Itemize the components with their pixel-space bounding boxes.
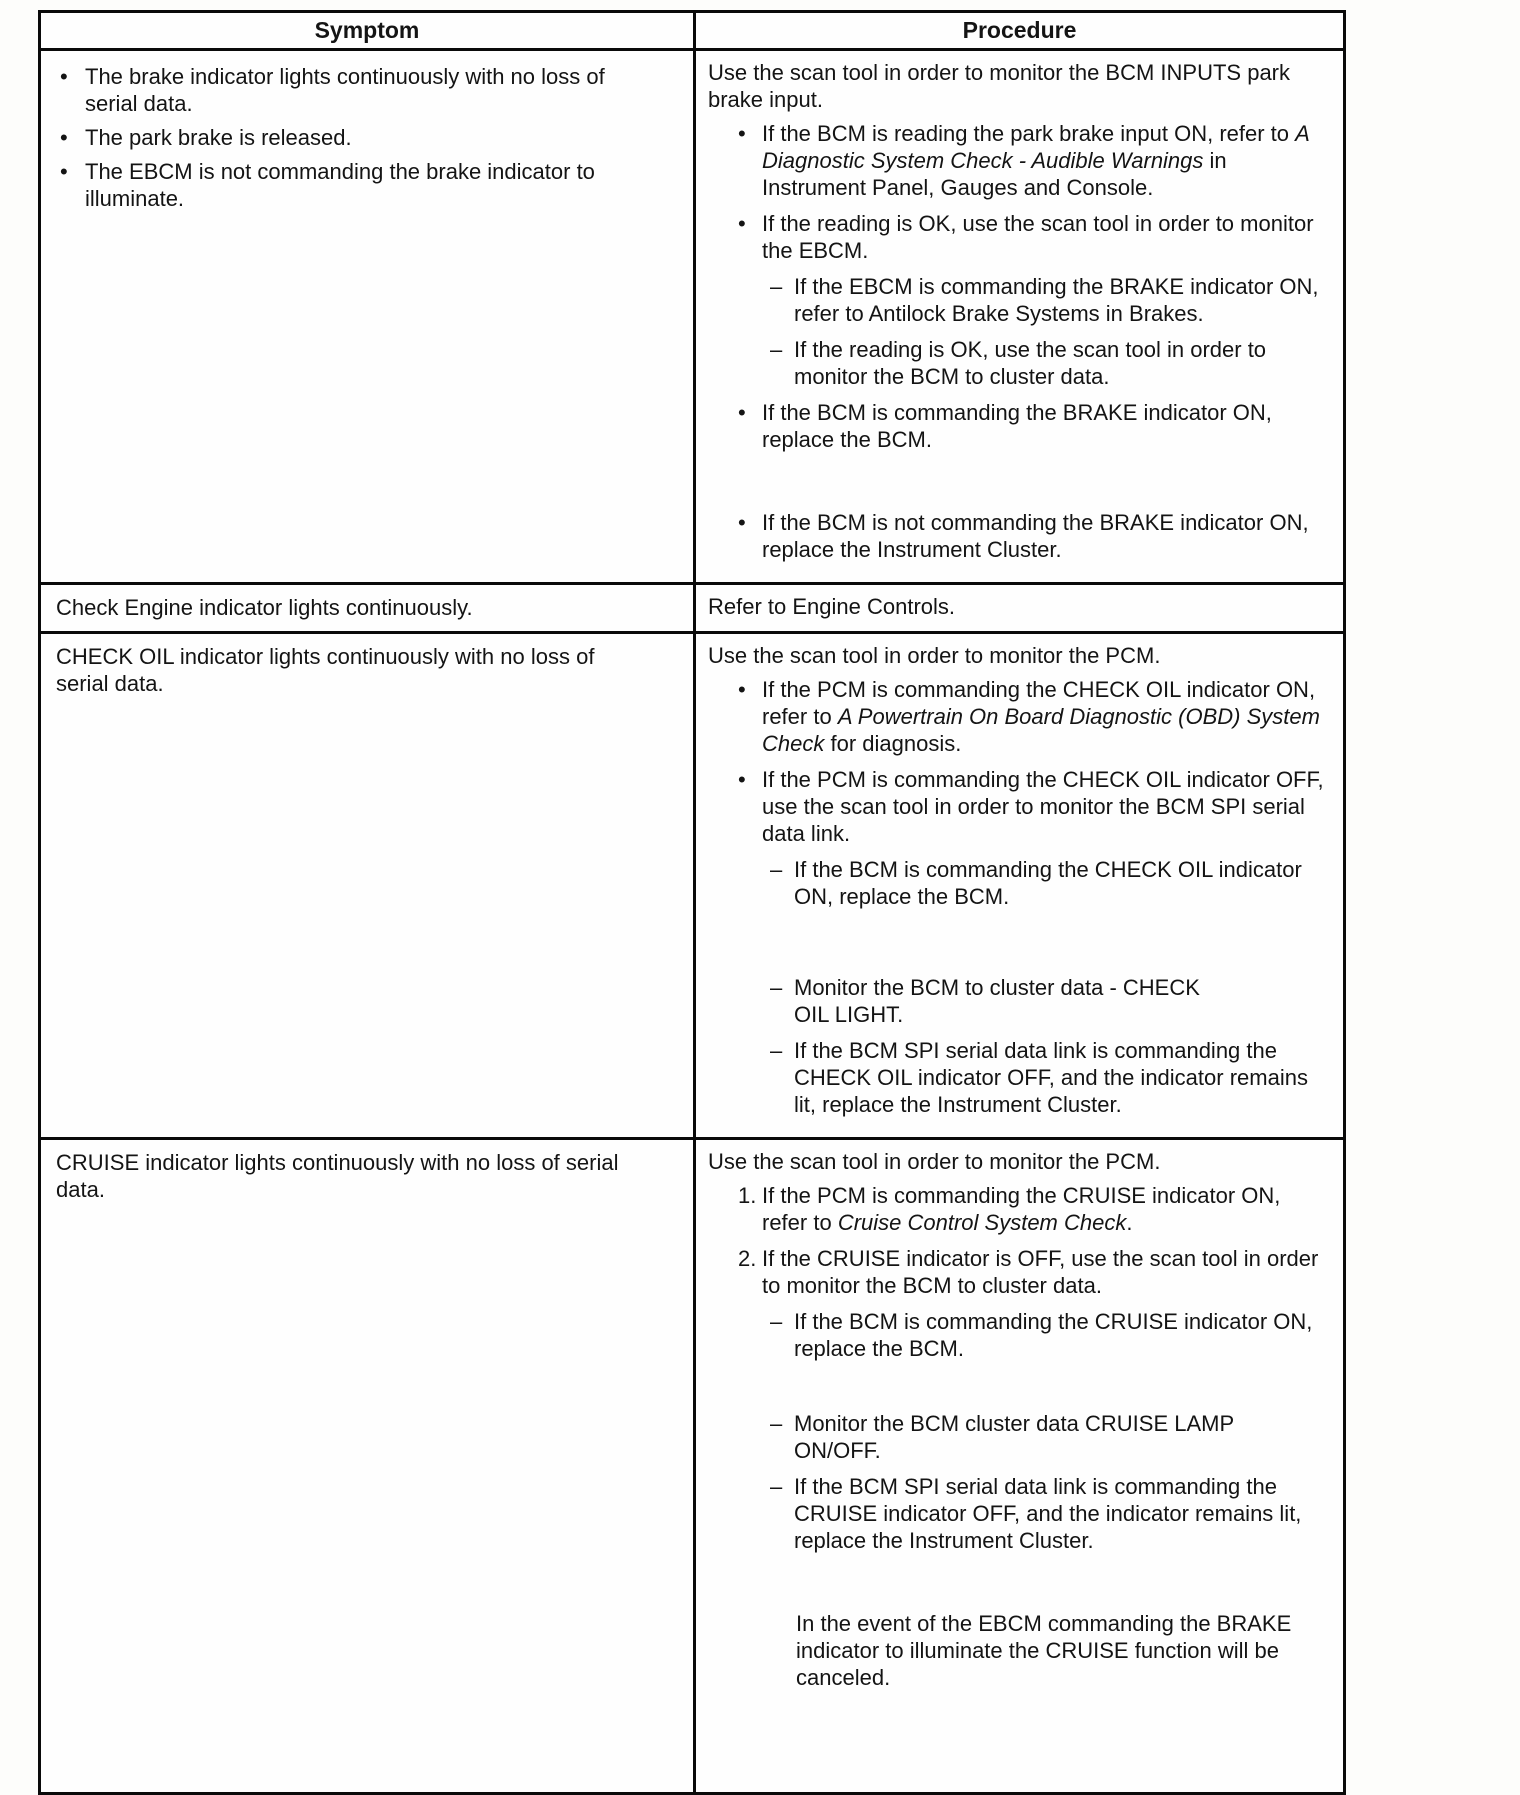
bullet-marker: • (738, 211, 746, 236)
symptom-text: CHECK OIL indicator lights continuously with no loss of serial data. (56, 644, 595, 696)
procedure-text: If the reading is OK, use the scan tool in order to monitor the EBCM. (762, 211, 1314, 263)
procedure-bullet-item (708, 766, 1329, 847)
symptom-cell (41, 1140, 693, 1792)
bullet-marker: • (738, 121, 746, 146)
procedure-header-label: Procedure (962, 17, 1077, 43)
procedure-dash-item (708, 1308, 1329, 1362)
table-row-brake-indicator (41, 48, 1343, 582)
procedure-numbered-item (708, 1182, 1329, 1236)
procedure-dash-item (708, 974, 1329, 1028)
procedure-header-cell (693, 13, 1343, 48)
number-marker: 2. (738, 1246, 757, 1271)
dash-marker: – (770, 274, 783, 299)
italic-reference: Cruise Control System Check (837, 1210, 1127, 1235)
symptom-header-cell (41, 13, 693, 48)
procedure-dash-item (708, 1473, 1329, 1554)
symptom-text: The EBCM is not commanding the brake indicator to illuminate. (85, 159, 595, 211)
symptom-bullet-item (60, 124, 653, 151)
symptom-header-label: Symptom (314, 17, 420, 43)
procedure-text (794, 1410, 1329, 1464)
bullet-marker: • (738, 677, 746, 702)
italic-reference: A Powertrain On Board Diagnostic (OBD) System Check (762, 704, 1320, 756)
text-segment: for diagnosis. (824, 731, 962, 756)
procedure-text: If the BCM SPI serial data link is commanding the CHECK OIL indicator OFF, and the indicator remains lit, replace the Instrument Cluster. (794, 1038, 1308, 1117)
procedure-cell (693, 1140, 1343, 1792)
procedure-bullet-item (708, 676, 1329, 757)
procedure-text: If the CRUISE indicator is OFF, use the scan tool in order to monitor the BCM to cluster data. (762, 1246, 1319, 1298)
symptom-text: The park brake is released. (85, 125, 352, 150)
procedure-text (762, 676, 1329, 757)
text-line: Monitor the BCM cluster data CRUISE LAMP (794, 1411, 1235, 1436)
bullet-marker: • (60, 125, 68, 150)
table-row-check-oil (41, 631, 1343, 1137)
procedure-text: If the BCM is commanding the BRAKE indicator ON, replace the BCM. (762, 400, 1272, 452)
procedure-text: If the BCM is commanding the CHECK OIL indicator ON, replace the BCM. (794, 857, 1302, 909)
text-segment: If the BCM is reading the park brake input ON, refer to (762, 121, 1296, 146)
bullet-marker: • (738, 767, 746, 792)
symptom-cell (41, 634, 693, 1137)
procedure-cell (693, 51, 1343, 582)
procedure-text: If the PCM is commanding the CHECK OIL indicator OFF, use the scan tool in order to monitor the BCM SPI serial data link. (762, 767, 1324, 846)
symptom-text: The brake indicator lights continuously with no loss of serial data. (85, 64, 605, 116)
table-row-check-engine (41, 582, 1343, 631)
procedure-bullet-item (708, 210, 1329, 264)
italic-reference: A Diagnostic System Check - Audible Warnings (762, 121, 1309, 173)
bullet-marker: • (738, 400, 746, 425)
procedure-text: If the BCM is commanding the CRUISE indicator ON, replace the BCM. (794, 1309, 1313, 1361)
procedure-bullet-item (708, 509, 1329, 563)
table-row-cruise (41, 1137, 1343, 1792)
dash-marker: – (770, 975, 783, 1000)
procedure-text (794, 974, 1329, 1028)
procedure-dash-item (708, 1037, 1329, 1118)
dash-marker: – (770, 1474, 783, 1499)
symptom-cell (41, 51, 693, 582)
dash-marker: – (770, 1309, 783, 1334)
procedure-text: If the EBCM is commanding the BRAKE indicator ON, refer to Antilock Brake Systems in Brakes. (794, 274, 1319, 326)
symptom-text: Check Engine indicator lights continuously. (56, 595, 473, 620)
procedure-intro: Use the scan tool in order to monitor the PCM. (708, 643, 1161, 668)
symptom-bullet-item (60, 63, 653, 117)
procedure-text: If the BCM SPI serial data link is commanding the CRUISE indicator OFF, and the indicator remains lit, replace the Instrument Cluster. (794, 1474, 1302, 1553)
procedure-text: If the reading is OK, use the scan tool in order to monitor the BCM to cluster data. (794, 337, 1267, 389)
procedure-cell (693, 585, 1343, 631)
procedure-text (762, 1182, 1329, 1236)
procedure-dash-item (708, 1410, 1329, 1464)
dash-marker: – (770, 1038, 783, 1063)
text-line: OIL LIGHT. (794, 1002, 904, 1027)
procedure-dash-item (708, 856, 1329, 910)
procedure-dash-item (708, 336, 1329, 390)
text-segment: If the PCM is commanding the CHECK OIL indicator ON, refer to (762, 677, 1316, 729)
text-segment: . (1126, 1210, 1133, 1235)
dash-marker: – (770, 1411, 783, 1436)
text-line: Monitor the BCM to cluster data - CHECK (794, 975, 1200, 1000)
procedure-text: Refer to Engine Controls. (708, 594, 956, 619)
symptom-cell (41, 585, 693, 631)
procedure-text: If the BCM is not commanding the BRAKE indicator ON, replace the Instrument Cluster. (762, 510, 1309, 562)
text-segment: in Instrument Panel, Gauges and Console. (762, 148, 1227, 200)
procedure-bullet-item (708, 120, 1329, 201)
procedure-cell (693, 634, 1343, 1137)
dash-marker: – (770, 337, 783, 362)
bullet-marker: • (60, 159, 68, 184)
procedure-intro: Use the scan tool in order to monitor the PCM. (708, 1149, 1161, 1174)
procedure-bullet-item (708, 399, 1329, 453)
procedure-intro: Use the scan tool in order to monitor the BCM INPUTS park brake input. (708, 60, 1291, 112)
procedure-text (762, 120, 1329, 201)
dash-marker: – (770, 857, 783, 882)
symptom-text: CRUISE indicator lights continuously with no loss of serial data. (56, 1150, 619, 1202)
number-marker: 1. (738, 1183, 757, 1208)
procedure-note: In the event of the EBCM commanding the BRAKE indicator to illuminate the CRUISE function will be canceled. (796, 1611, 1292, 1690)
symptom-procedure-table (38, 10, 1346, 1795)
bullet-marker: • (60, 64, 68, 89)
text-segment: If the PCM is commanding the CRUISE indicator ON, refer to (762, 1183, 1281, 1235)
procedure-numbered-item (708, 1245, 1329, 1299)
text-line: ON/OFF. (794, 1438, 881, 1463)
bullet-marker: • (738, 510, 746, 535)
symptom-bullet-item (60, 158, 653, 212)
table-header-row (41, 13, 1343, 48)
procedure-dash-item (708, 273, 1329, 327)
